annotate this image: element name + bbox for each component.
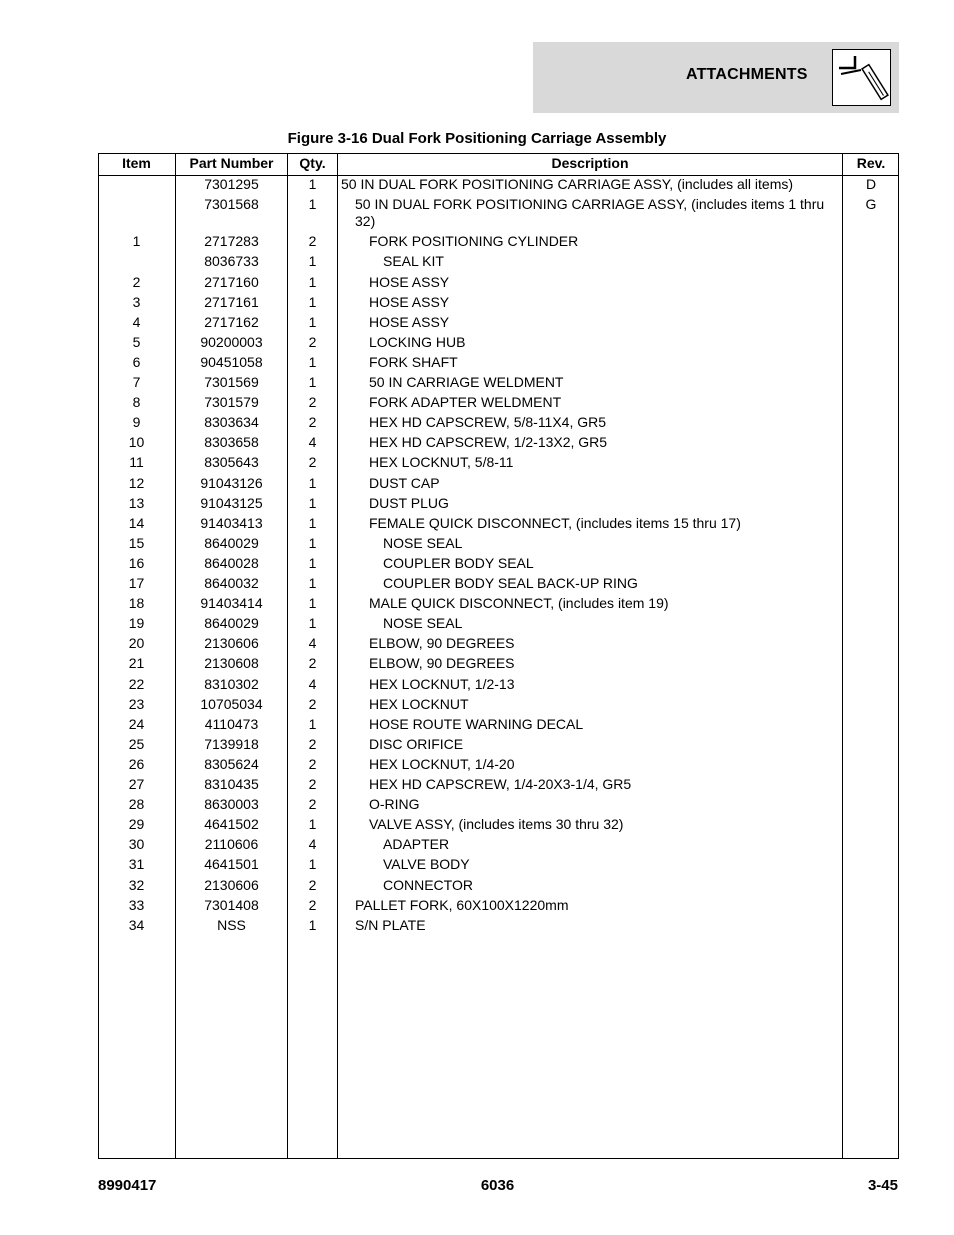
- item-number: 14: [128, 514, 145, 531]
- item-number: 21: [128, 655, 145, 672]
- revision: D: [865, 176, 877, 192]
- part-number: 91043126: [200, 474, 263, 491]
- quantity: 2: [308, 655, 317, 672]
- part-number: 2130606: [204, 635, 259, 652]
- quantity: 2: [308, 735, 317, 752]
- part-number: 8310302: [204, 675, 259, 692]
- quantity: 1: [308, 196, 317, 213]
- column-header-description: Description: [551, 155, 629, 171]
- description: DISC ORIFICE: [369, 735, 464, 752]
- part-number: 90200003: [200, 333, 263, 350]
- item-number: 17: [128, 575, 145, 591]
- quantity: 4: [308, 836, 317, 853]
- description: HOSE ASSY: [369, 313, 450, 330]
- footer-model: 6036: [480, 1177, 515, 1194]
- quantity: 1: [308, 615, 317, 632]
- description: HEX LOCKNUT: [369, 695, 469, 712]
- quantity: 2: [308, 896, 317, 913]
- description: COUPLER BODY SEAL BACK-UP RING: [383, 575, 638, 591]
- part-number: 91403414: [200, 595, 263, 612]
- description: 50 IN DUAL FORK POSITIONING CARRIAGE ASSY, (includes all items): [341, 176, 794, 192]
- quantity: 1: [308, 494, 317, 511]
- quantity: 1: [308, 856, 317, 873]
- footer-document-number: 8990417: [98, 1177, 157, 1194]
- quantity: 2: [308, 394, 317, 411]
- item-number: 22: [128, 675, 145, 692]
- item-number: 2: [132, 273, 141, 290]
- quantity: 1: [308, 353, 317, 370]
- item-number: 20: [128, 635, 145, 652]
- item-number: 34: [128, 916, 145, 933]
- part-number: 8310435: [204, 776, 259, 792]
- description: HOSE ROUTE WARNING DECAL: [369, 715, 584, 732]
- description: HEX HD CAPSCREW, 1/2-13X2, GR5: [369, 434, 608, 451]
- item-number: 32: [128, 876, 145, 893]
- item-number: 3: [132, 293, 141, 310]
- part-number: 8640029: [204, 615, 259, 632]
- quantity: 4: [308, 635, 317, 652]
- item-number: 13: [128, 494, 145, 511]
- item-number: 27: [128, 776, 145, 792]
- item-number: 31: [128, 856, 145, 873]
- item-number: 15: [128, 534, 145, 551]
- part-number: 2110606: [204, 836, 259, 853]
- item-number: 7: [132, 374, 141, 390]
- footer-page-number: 3-45: [867, 1177, 898, 1194]
- item-number: 28: [128, 796, 145, 813]
- item-number: 23: [128, 695, 145, 712]
- part-number: 2717283: [204, 233, 259, 250]
- section-title: ATTACHMENTS: [686, 66, 808, 83]
- quantity: 2: [308, 454, 317, 471]
- quantity: 1: [308, 554, 317, 571]
- description: VALVE BODY: [383, 856, 470, 873]
- item-number: 26: [128, 755, 145, 772]
- column-header-item: Item: [122, 155, 151, 171]
- part-number: 2130608: [204, 655, 259, 672]
- item-number: 29: [128, 816, 145, 833]
- description: CONNECTOR: [383, 876, 473, 893]
- quantity: 1: [308, 816, 317, 833]
- item-number: 4: [132, 313, 141, 330]
- quantity: 1: [308, 313, 317, 330]
- part-number: 7301408: [204, 896, 259, 913]
- quantity: 2: [308, 776, 317, 792]
- part-number: 8640029: [204, 534, 259, 551]
- quantity: 1: [308, 916, 317, 933]
- part-number: 10705034: [200, 695, 263, 712]
- description: VALVE ASSY, (includes items 30 thru 32): [369, 816, 624, 833]
- description: LOCKING HUB: [369, 333, 466, 350]
- quantity: 2: [308, 695, 317, 712]
- description: HOSE ASSY: [369, 273, 450, 290]
- description: O-RING: [369, 796, 420, 813]
- item-number: 1: [132, 233, 141, 250]
- description: HEX HD CAPSCREW, 1/4-20X3-1/4, GR5: [369, 776, 632, 792]
- part-number: 4110473: [204, 715, 259, 732]
- description: NOSE SEAL: [383, 615, 463, 632]
- item-number: 33: [128, 896, 145, 913]
- part-number: 2130606: [204, 876, 259, 893]
- description: ADAPTER: [383, 836, 450, 853]
- column-header-rev: Rev.: [856, 155, 886, 171]
- column-header-qty: Qty.: [299, 155, 326, 171]
- part-number: 8640032: [204, 575, 259, 591]
- item-number: 24: [128, 715, 145, 732]
- description: DUST CAP: [369, 474, 440, 491]
- quantity: 1: [308, 595, 317, 612]
- description: DUST PLUG: [369, 494, 449, 511]
- quantity: 1: [308, 176, 317, 192]
- part-number: 8036733: [204, 253, 259, 270]
- item-number: 8: [132, 394, 141, 411]
- quantity: 2: [308, 755, 317, 772]
- part-number: 7301569: [204, 374, 259, 390]
- quantity: 1: [308, 534, 317, 551]
- description: PALLET FORK, 60X100X1220mm: [355, 896, 569, 913]
- part-number: 8305643: [204, 454, 259, 471]
- quantity: 4: [308, 434, 317, 451]
- description: HOSE ASSY: [369, 293, 450, 310]
- part-number: 7301579: [204, 394, 259, 411]
- part-number: 2717160: [204, 273, 259, 290]
- quantity: 4: [308, 675, 317, 692]
- quantity: 2: [308, 233, 317, 250]
- description: FORK POSITIONING CYLINDER: [369, 233, 579, 250]
- part-number: 8630003: [204, 796, 259, 813]
- figure-title: Figure 3-16 Dual Fork Positioning Carriage Assembly: [287, 130, 667, 147]
- quantity: 1: [308, 474, 317, 491]
- item-number: 30: [128, 836, 145, 853]
- item-number: 11: [129, 454, 144, 471]
- description: 50 IN DUAL FORK POSITIONING CARRIAGE ASSY, (includes items 1 thru 32): [355, 196, 825, 230]
- description: S/N PLATE: [355, 916, 426, 933]
- description: ELBOW, 90 DEGREES: [369, 655, 515, 672]
- item-number: 5: [132, 333, 141, 350]
- quantity: 1: [308, 715, 317, 732]
- description: FORK ADAPTER WELDMENT: [369, 394, 562, 411]
- item-number: 9: [132, 414, 141, 431]
- quantity: 2: [308, 876, 317, 893]
- part-number: 7301295: [204, 176, 259, 192]
- description: HEX LOCKNUT, 5/8-11: [369, 454, 514, 471]
- part-number: 2717162: [204, 313, 259, 330]
- quantity: 1: [308, 514, 317, 531]
- item-number: 16: [128, 554, 145, 571]
- item-number: 10: [128, 434, 145, 451]
- quantity: 2: [308, 796, 317, 813]
- part-number: 7139918: [204, 735, 259, 752]
- description: MALE QUICK DISCONNECT, (includes item 19): [369, 595, 669, 612]
- quantity: 1: [308, 374, 317, 390]
- quantity: 1: [308, 253, 317, 270]
- part-number: 4641501: [204, 856, 259, 873]
- description: HEX LOCKNUT, 1/4-20: [369, 755, 515, 772]
- column-header-part-number: Part Number: [189, 155, 274, 171]
- description: ELBOW, 90 DEGREES: [369, 635, 515, 652]
- part-number: 8303658: [204, 434, 259, 451]
- part-number: 2717161: [204, 293, 259, 310]
- item-number: 6: [132, 353, 141, 370]
- description: COUPLER BODY SEAL: [383, 554, 534, 571]
- part-number: 91043125: [200, 494, 263, 511]
- description: HEX LOCKNUT, 1/2-13: [369, 675, 515, 692]
- description: SEAL KIT: [383, 253, 444, 270]
- part-number: 8303634: [204, 414, 259, 431]
- item-number: 25: [128, 735, 145, 752]
- revision: G: [865, 196, 877, 213]
- quantity: 1: [308, 575, 317, 591]
- part-number: 8640028: [204, 554, 259, 571]
- description: 50 IN CARRIAGE WELDMENT: [369, 374, 564, 390]
- quantity: 2: [308, 333, 317, 350]
- part-number: 8305624: [204, 755, 259, 772]
- part-number: 7301568: [204, 196, 259, 213]
- description: HEX HD CAPSCREW, 5/8-11X4, GR5: [369, 414, 607, 431]
- part-number: 90451058: [200, 353, 263, 370]
- part-number: NSS: [217, 916, 246, 933]
- item-number: 19: [128, 615, 145, 632]
- quantity: 1: [308, 273, 317, 290]
- quantity: 2: [308, 414, 317, 431]
- description: FEMALE QUICK DISCONNECT, (includes items 15 thru 17): [369, 514, 741, 531]
- quantity: 1: [308, 293, 317, 310]
- part-number: 4641502: [204, 816, 259, 833]
- part-number: 91403413: [200, 514, 263, 531]
- item-number: 18: [128, 595, 145, 612]
- item-number: 12: [128, 474, 145, 491]
- description: FORK SHAFT: [369, 353, 458, 370]
- description: NOSE SEAL: [383, 534, 463, 551]
